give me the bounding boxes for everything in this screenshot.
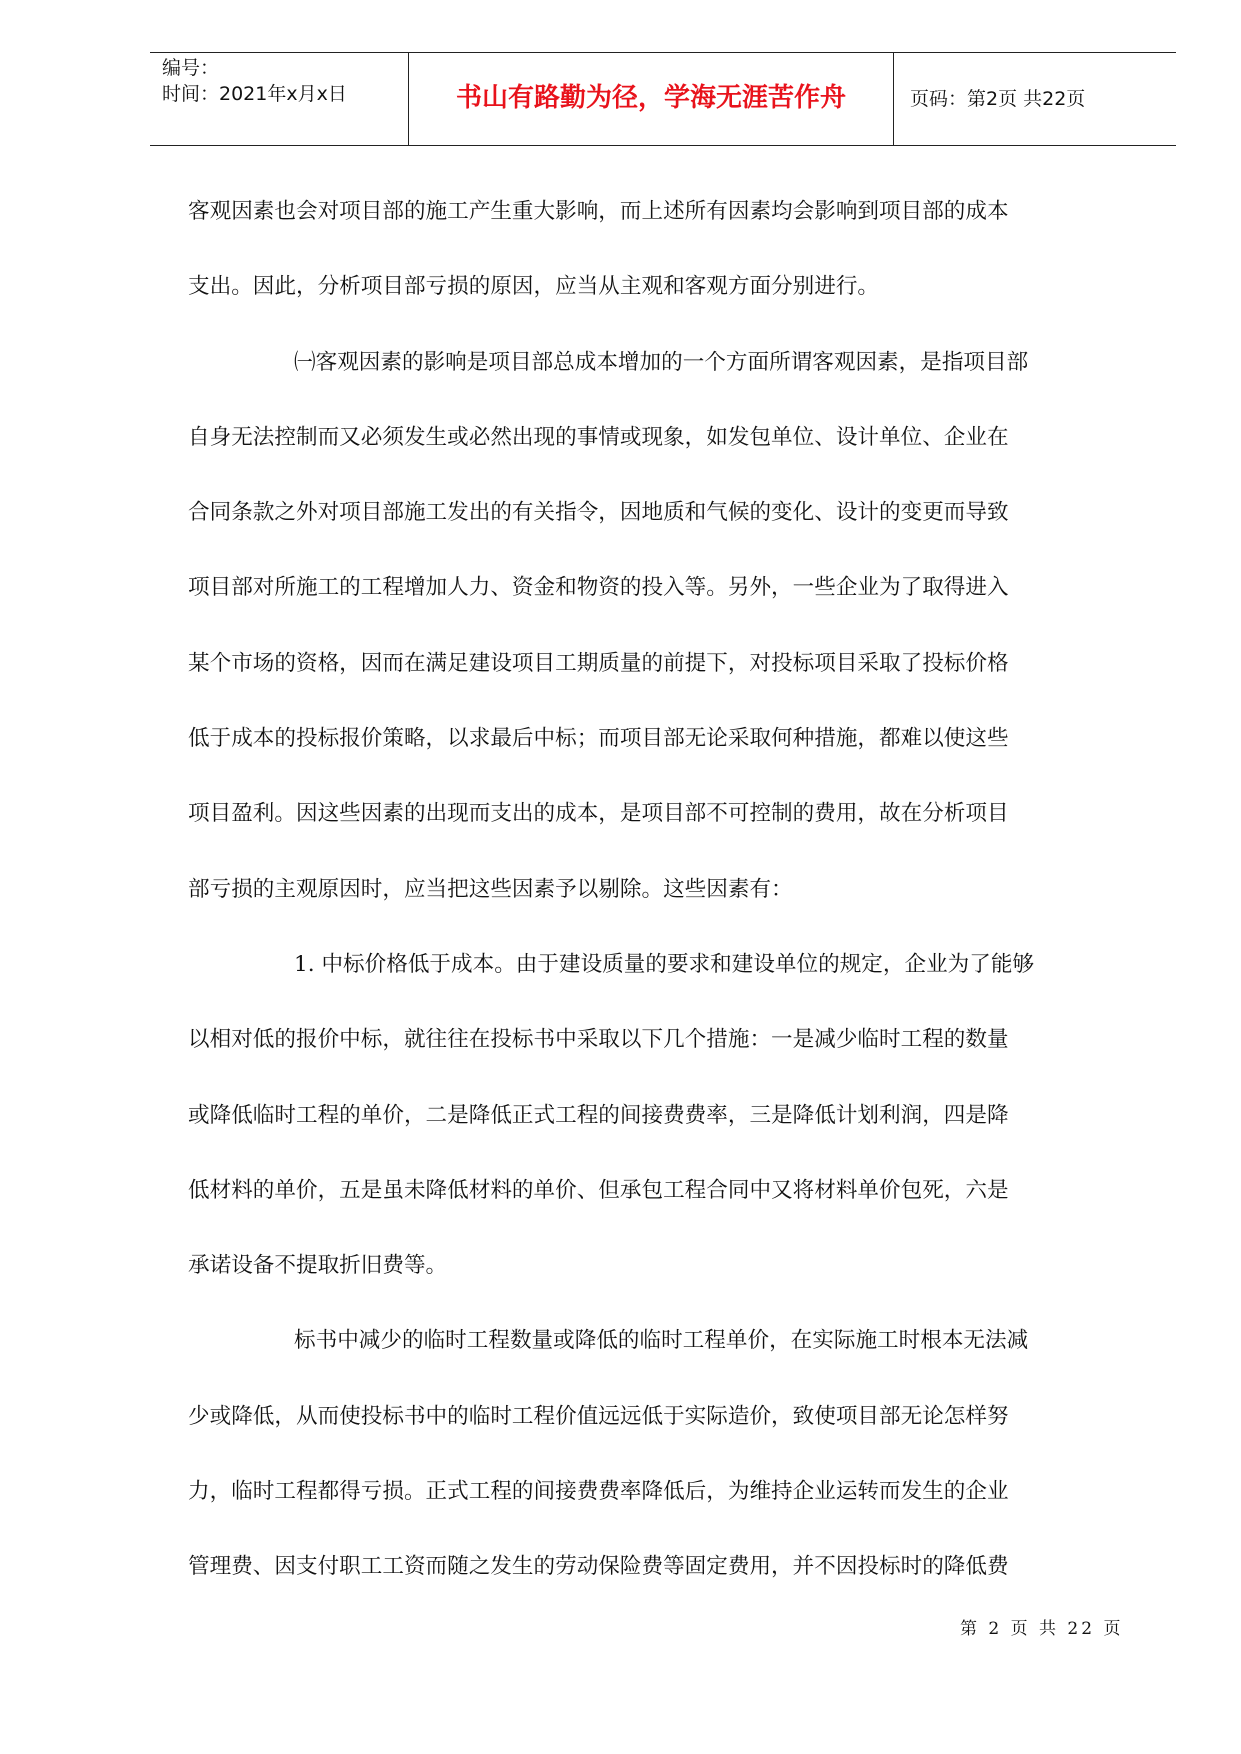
body-line: 或降低临时工程的单价，二是降低正式工程的间接费费率，三是降低计划利润，四是降 (188, 1102, 1009, 1128)
body-line: 低于成本的投标报价策略，以求最后中标；而项目部无论采取何种措施，都难以使这些 (188, 726, 1009, 752)
body-line: 1. 中标价格低于成本。由于建设质量的要求和建设单位的规定，企业为了能够 (294, 951, 1035, 977)
body-line: 项目部对所施工的工程增加人力、资金和物资的投入等。另外，一些企业为了取得进入 (188, 575, 1009, 601)
body-line: 管理费、因支付职工工资而随之发生的劳动保险费等固定费用，并不因投标时的降低费 (188, 1554, 1009, 1580)
body-line: 标书中减少的临时工程数量或降低的临时工程单价，在实际施工时根本无法减 (294, 1328, 1029, 1354)
time-label: 时间：2021年x月x日 (162, 83, 347, 105)
body-line: 部亏损的主观原因时，应当把这些因素予以剔除。这些因素有： (188, 876, 793, 902)
motto-text: 书山有路勤为径，学海无涯苦作舟 (455, 83, 846, 113)
serial-label: 编号： (162, 57, 220, 79)
body-line: ㈠客观因素的影响是项目部总成本增加的一个方面所谓客观因素，是指项目部 (294, 349, 1029, 375)
page-header (150, 52, 1176, 146)
body-line: 项目盈利。因这些因素的出现而支出的成本，是项目部不可控制的费用，故在分析项目 (188, 801, 1009, 827)
body-line: 以相对低的报价中标，就往往在投标书中采取以下几个措施：一是减少临时工程的数量 (188, 1027, 1009, 1053)
page-footer: 第 2 页 共 22 页 (960, 1619, 1124, 1639)
body-line: 少或降低，从而使投标书中的临时工程价值远远低于实际造价，致使项目部无论怎样努 (188, 1403, 1009, 1429)
header-page-number: 页码：第2页 共22页 (910, 88, 1086, 110)
body-line: 支出。因此，分析项目部亏损的原因，应当从主观和客观方面分别进行。 (188, 274, 880, 300)
body-line: 自身无法控制而又必须发生或必然出现的事情或现象，如发包单位、设计单位、企业在 (188, 424, 1009, 450)
header-meta (150, 53, 408, 145)
body-line: 客观因素也会对项目部的施工产生重大影响，而上述所有因素均会影响到项目部的成本 (188, 199, 1009, 224)
body-line: 力，临时工程都得亏损。正式工程的间接费费率降低后，为维持企业运转而发生的企业 (188, 1479, 1009, 1505)
body-line: 低材料的单价，五是虽未降低材料的单价、但承包工程合同中又将材料单价包死，六是 (188, 1177, 1009, 1203)
body-line: 承诺设备不提取折旧费等。 (188, 1253, 448, 1279)
header-page-cell (894, 53, 1176, 145)
header-motto-cell (408, 53, 894, 145)
body-line: 合同条款之外对项目部施工发出的有关指令，因地质和气候的变化、设计的变更而导致 (188, 500, 1009, 526)
document-body (188, 174, 1134, 1605)
body-line: 某个市场的资格，因而在满足建设项目工期质量的前提下，对投标项目采取了投标价格 (188, 650, 1009, 676)
